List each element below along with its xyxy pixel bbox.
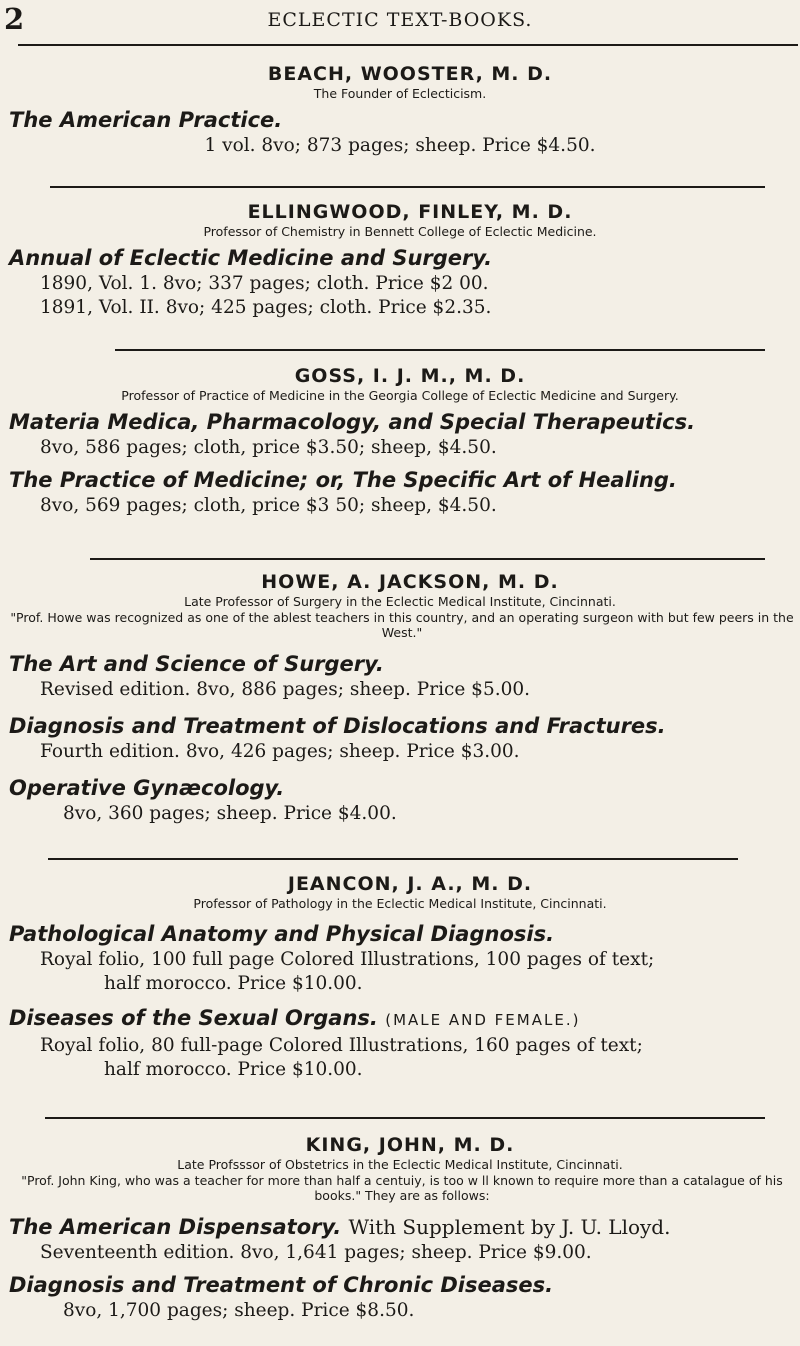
- author-description: The Founder of Eclecticism.: [313, 86, 487, 101]
- book-details: [0, 134, 800, 158]
- book-detail-line: half morocco. Price $10.00.: [104, 973, 363, 994]
- book-title: Operative Gynæcology.: [9, 776, 285, 800]
- book-details: [0, 436, 800, 460]
- book-details: [0, 802, 800, 826]
- author-name: GOSS, I. J. M., M. D.: [294, 365, 526, 387]
- book-title: Diagnosis and Treatment of Dislocations and Fractures.: [9, 714, 666, 738]
- book-detail-line: Royal folio, 80 full-page Colored Illustrations, 160 pages of text;: [40, 1035, 643, 1056]
- header-rule: [18, 44, 798, 46]
- entry-goss: [0, 364, 800, 518]
- author-name: KING, JOHN, M. D.: [305, 1134, 515, 1156]
- book-detail-line: half morocco. Price $10.00.: [104, 1059, 363, 1080]
- entry-howe: [0, 570, 800, 826]
- book-title-note: (MALE AND FEMALE.): [385, 1011, 581, 1029]
- book-title: Diagnosis and Treatment of Chronic Diseases.: [9, 1273, 554, 1297]
- author-description: Late Professor of Surgery in the Eclectic Medical Institute, Cincinnati.: [184, 594, 616, 609]
- book-details: [0, 740, 800, 764]
- author-description: Professor of Chemistry in Bennett College of Eclectic Medicine.: [203, 224, 597, 239]
- running-title: ECLECTIC TEXT-BOOKS.: [267, 9, 533, 31]
- author-name: BEACH, WOOSTER, M. D.: [267, 63, 553, 85]
- running-head: [0, 2, 800, 38]
- author-name: HOWE, A. JACKSON, M. D.: [261, 571, 559, 593]
- section-rule: [50, 186, 765, 188]
- book-title: [0, 1004, 800, 1034]
- book-title: The Art and Science of Surgery.: [9, 652, 384, 676]
- book-detail-line: Revised edition. 8vo, 886 pages; sheep. Price $5.00.: [40, 679, 531, 700]
- page-number: 2: [4, 2, 25, 36]
- book-detail-line: Fourth edition. 8vo, 426 pages; sheep. Price $3.00.: [40, 741, 520, 762]
- entry-ellingwood: [0, 200, 800, 320]
- book-details: [0, 1241, 800, 1265]
- book-title-suffix: With Supplement by J. U. Lloyd.: [348, 1215, 671, 1239]
- author-name: ELLINGWOOD, FINLEY, M. D.: [247, 201, 573, 223]
- book-detail-line: 1 vol. 8vo; 873 pages; sheep. Price $4.50.: [204, 135, 596, 156]
- section-rule: [90, 558, 765, 560]
- book-detail-line: 1890, Vol. 1. 8vo; 337 pages; cloth. Price $2 00.: [40, 273, 489, 294]
- book-title: The Practice of Medicine; or, The Specific Art of Healing.: [9, 468, 677, 492]
- entry-jeancon: [0, 872, 800, 1082]
- section-rule: [45, 1117, 765, 1119]
- section-rule: [48, 858, 738, 860]
- book-title-text: Diseases of the Sexual Organs.: [9, 1006, 378, 1030]
- book-details: [0, 1299, 800, 1323]
- book-detail-line: 1891, Vol. II. 8vo; 425 pages; cloth. Price $2.35.: [40, 297, 492, 318]
- book-title-text: The American Dispensatory.: [9, 1215, 342, 1239]
- book-details: [0, 1034, 800, 1082]
- book-detail-line: 8vo, 1,700 pages; sheep. Price $8.50.: [63, 1300, 415, 1321]
- author-name: JEANCON, J. A., M. D.: [287, 873, 533, 895]
- entry-beach: [0, 62, 800, 158]
- book-details: [0, 948, 800, 996]
- book-title: Materia Medica, Pharmacology, and Special Therapeutics.: [9, 410, 696, 434]
- author-description: Late Profsssor of Obstetrics in the Eclectic Medical Institute, Cincinnati.: [177, 1157, 623, 1172]
- author-description: Professor of Practice of Medicine in the Georgia College of Eclectic Medicine and Surgery.: [121, 388, 679, 403]
- author-description: Professor of Pathology in the Eclectic Medical Institute, Cincinnati.: [193, 896, 607, 911]
- author-quote: "Prof. John King, who was a teacher for more than half a centuiy, is too w ll known to require more than a catalague of his books." They are as follows:: [21, 1173, 783, 1203]
- book-title: [0, 1213, 800, 1241]
- book-detail-line: Seventeenth edition. 8vo, 1,641 pages; sheep. Price $9.00.: [40, 1242, 592, 1263]
- book-detail-line: 8vo, 586 pages; cloth, price $3.50; sheep, $4.50.: [40, 437, 497, 458]
- book-detail-line: 8vo, 360 pages; sheep. Price $4.00.: [63, 803, 397, 824]
- entry-king: [0, 1133, 800, 1323]
- book-title: Annual of Eclectic Medicine and Surgery.: [9, 246, 493, 270]
- book-details: [0, 678, 800, 702]
- book-detail-line: Royal folio, 100 full page Colored Illustrations, 100 pages of text;: [40, 949, 655, 970]
- book-title: The American Practice.: [9, 108, 283, 132]
- book-title: Pathological Anatomy and Physical Diagnosis.: [9, 922, 555, 946]
- section-rule: [115, 349, 765, 351]
- book-details: [0, 272, 800, 320]
- book-details: [0, 494, 800, 518]
- book-detail-line: 8vo, 569 pages; cloth, price $3 50; sheep, $4.50.: [40, 495, 497, 516]
- author-quote: "Prof. Howe was recognized as one of the ablest teachers in this country, and an operating surgeon with but few peers in the West.": [10, 610, 794, 640]
